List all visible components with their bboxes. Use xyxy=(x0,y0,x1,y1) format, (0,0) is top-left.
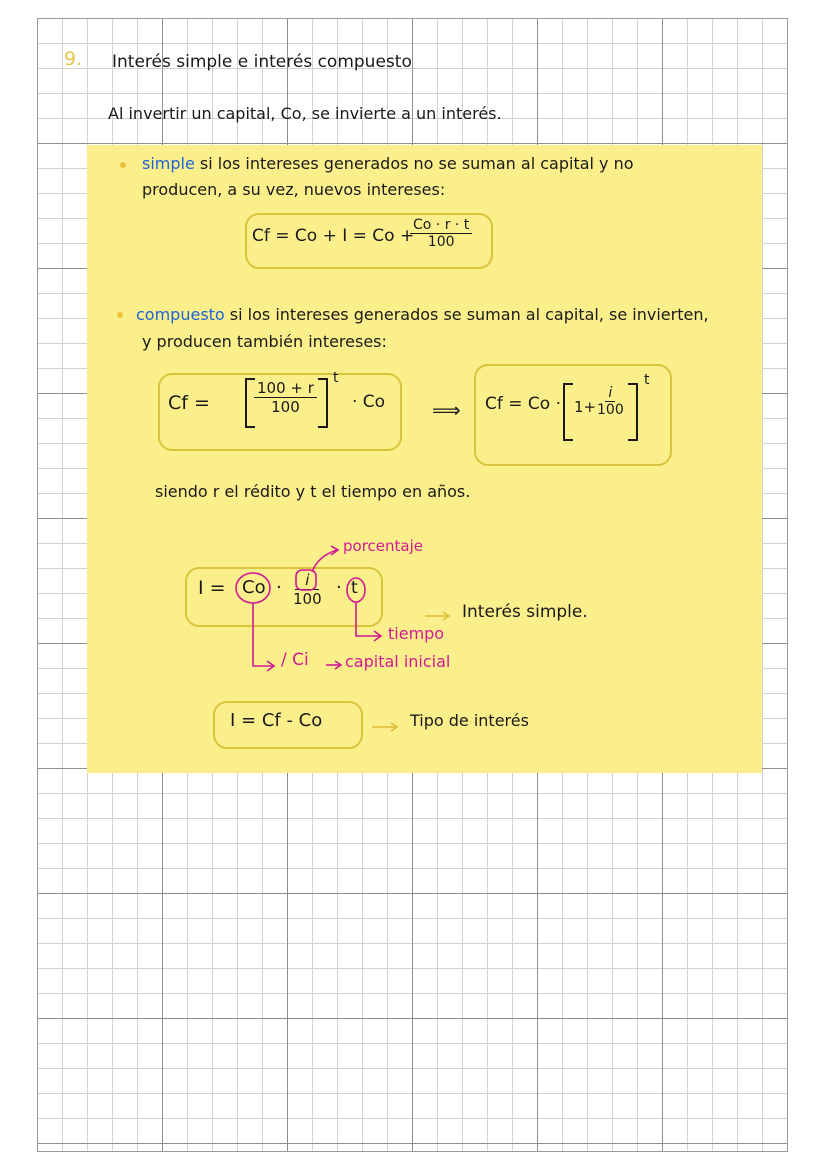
compound-formula-1-fraction xyxy=(254,380,317,416)
bracket-left-2 xyxy=(563,383,573,441)
compound-formula-2-denominator: 100 xyxy=(597,402,624,419)
interest-formula-fraction xyxy=(290,572,325,608)
interest-formula-numerator: i xyxy=(295,572,319,590)
bracket-right-2 xyxy=(628,383,638,441)
label-tiempo: tiempo xyxy=(388,624,445,643)
simple-formula-denominator: 100 xyxy=(427,234,455,251)
label-porcentaje: porcentaje xyxy=(343,537,423,555)
compuesto-desc-1: si los intereses generados se suman al capital, se invierten, xyxy=(224,305,709,324)
interest-formula-denominator: 100 xyxy=(293,589,322,608)
tipo-formula-expression: I = Cf - Co xyxy=(230,710,323,731)
bullet-compuesto xyxy=(117,312,123,318)
compound-formula-2-fraction xyxy=(594,386,627,419)
tipo-formula-label: Tipo de interés xyxy=(410,711,529,730)
simple-formula-numerator: Co · r · t xyxy=(410,218,472,234)
label-capital-inicial: capital inicial xyxy=(345,652,451,671)
interest-formula-dot-1: · xyxy=(276,577,282,598)
simple-desc-1: si los intereses generados no se suman al capital y no xyxy=(194,154,634,173)
compound-formula-1-lhs: Cf = xyxy=(168,392,210,414)
simple-formula-fraction xyxy=(410,218,472,251)
section-title: Interés simple e interés compuesto xyxy=(112,52,412,72)
simple-desc-2: producen, a su vez, nuevos intereses: xyxy=(142,180,446,199)
compuesto-desc-2: y producen también intereses: xyxy=(142,332,387,351)
interest-formula-dot-2: · xyxy=(336,577,342,598)
interest-formula-lhs: I = xyxy=(198,577,226,599)
compound-formula-box-2 xyxy=(474,364,672,466)
compound-formula-1-exponent: t xyxy=(333,370,339,386)
compound-formula-2-numerator: i xyxy=(605,386,615,402)
interest-formula-co: Co xyxy=(242,577,266,598)
section-number: 9. xyxy=(64,48,83,70)
simple-line-1 xyxy=(142,154,634,173)
compuesto-line-1 xyxy=(136,305,709,324)
variables-note: siendo r el rédito y t el tiempo en años. xyxy=(155,482,471,501)
bullet-simple xyxy=(120,162,126,168)
compound-formula-1-tail: · Co xyxy=(352,392,386,412)
label-ci: / Ci xyxy=(281,650,309,670)
implies-arrow: ⟹ xyxy=(432,398,461,422)
simple-formula-lhs: Cf = Co + I = Co + xyxy=(252,226,415,246)
compound-formula-2-lhs: Cf = Co · xyxy=(485,394,561,414)
intro-text: Al invertir un capital, Co, se invierte a un interés. xyxy=(108,104,502,123)
label-interes-simple: Interés simple. xyxy=(462,602,588,622)
compound-formula-1-numerator: 100 + r xyxy=(254,380,317,398)
compound-formula-2-one: 1+ xyxy=(574,398,597,416)
compound-formula-2-exponent: t xyxy=(644,372,650,388)
bracket-right-1 xyxy=(318,378,328,428)
compuesto-term: compuesto xyxy=(136,305,225,324)
simple-term: simple xyxy=(142,154,195,173)
interest-formula-t: t xyxy=(351,578,358,598)
compound-formula-1-denominator: 100 xyxy=(271,397,300,416)
